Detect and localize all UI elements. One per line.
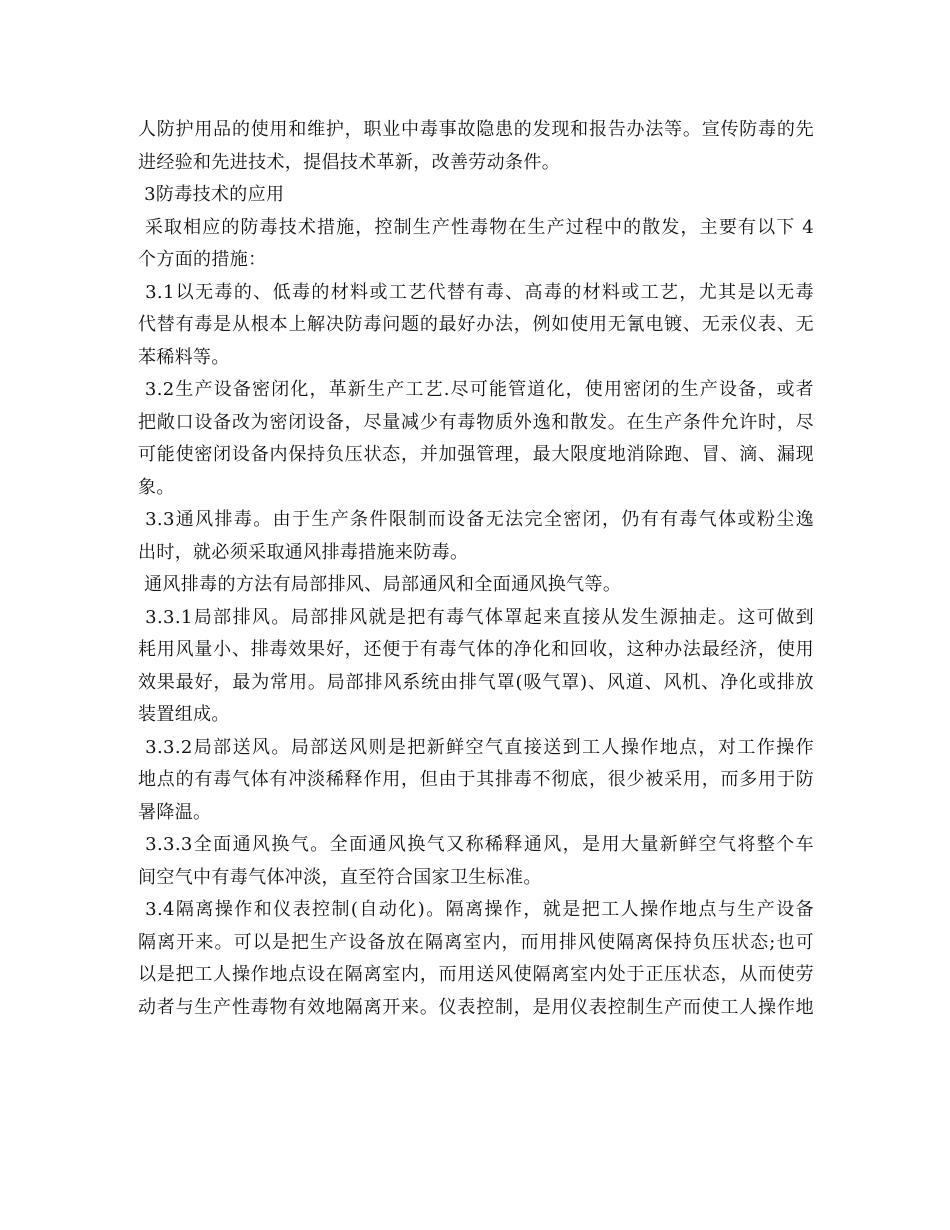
text-line: 暑降温。 — [138, 801, 212, 823]
text-line: 人防护用品的使用和维护，职业中毒事故隐患的发现和报告办法等。宣传防毒的先 — [138, 119, 814, 140]
text-line: 隔离开来。可以是把生产设备放在隔离室内，而用排风使隔离保持负压状态;也可 — [138, 931, 814, 953]
text-line: 把敞口设备改为密闭设备，尽量减少有毒物质外逸和散发。在生产条件允许时，尽 — [138, 411, 814, 433]
text-line: 象。 — [138, 476, 175, 498]
text-line: 3.3.2局部送风。局部送风则是把新鲜空气直接送到工人操作地点，对工作操作 — [138, 736, 814, 758]
text-line: 装置组成。 — [138, 704, 230, 725]
text-line: 效果最好，最为常用。局部排风系统由排气罩(吸气罩)、风道、风机、净化或排放 — [138, 671, 814, 693]
text-line: 地点的有毒气体有冲淡稀释作用，但由于其排毒不彻底，很少被采用，而多用于防 — [138, 769, 814, 790]
text-line: 以是把工人操作地点设在隔离室内，而用送风使隔离室内处于正压状态，从而使劳 — [138, 964, 814, 985]
text-line: 苯稀料等。 — [138, 346, 230, 368]
text-line: 耗用风量小、排毒效果好，还便于有毒气体的净化和回收，这种办法最经济，使用 — [138, 639, 814, 660]
text-line: 代替有毒是从根本上解决防毒问题的最好办法，例如使用无氰电镀、无汞仪表、无 — [138, 314, 814, 335]
text-line: 采取相应的防毒技术措施，控制生产性毒物在生产过程中的散发，主要有以下 4 — [138, 216, 814, 238]
text-line: 3.3.3全面通风换气。全面通风换气又称稀释通风，是用大量新鲜空气将整个车 — [138, 834, 814, 855]
text-line: 进经验和先进技术，提倡技术革新，改善劳动条件。 — [138, 151, 561, 173]
document-body — [138, 114, 814, 1024]
text-line: 间空气中有毒气体冲淡，直至符合国家卫生标准。 — [138, 866, 542, 888]
text-line: 动者与生产性毒物有效地隔离开来。仪表控制，是用仪表控制生产而使工人操作地 — [138, 996, 814, 1018]
text-line: 出时，就必须采取通风排毒措施来防毒。 — [138, 541, 469, 563]
text-line: 个方面的措施： — [138, 249, 267, 270]
text-line: 3.2生产设备密闭化，革新生产工艺.尽可能管道化，使用密闭的生产设备，或者 — [138, 379, 814, 400]
section-heading: 3防毒技术的应用 — [138, 184, 285, 205]
text-line: 3.3.1局部排风。局部排风就是把有毒气体罩起来直接从发生源抽走。这可做到 — [138, 606, 814, 628]
text-line: 3.4隔离操作和仪表控制(自动化)。隔离操作，就是把工人操作地点与生产设备 — [138, 899, 814, 920]
text-line: 可能使密闭设备内保持负压状态，并加强管理，最大限度地消除跑、冒、滴、漏现 — [138, 444, 814, 465]
text-line: 3.3通风排毒。由于生产条件限制而设备无法完全密闭，仍有有毒气体或粉尘逸 — [138, 509, 814, 530]
text-line: 3.1以无毒的、低毒的材料或工艺代替有毒、高毒的材料或工艺，尤其是以无毒 — [138, 281, 814, 303]
text-line: 通风排毒的方法有局部排风、局部通风和全面通风换气等。 — [138, 574, 622, 595]
